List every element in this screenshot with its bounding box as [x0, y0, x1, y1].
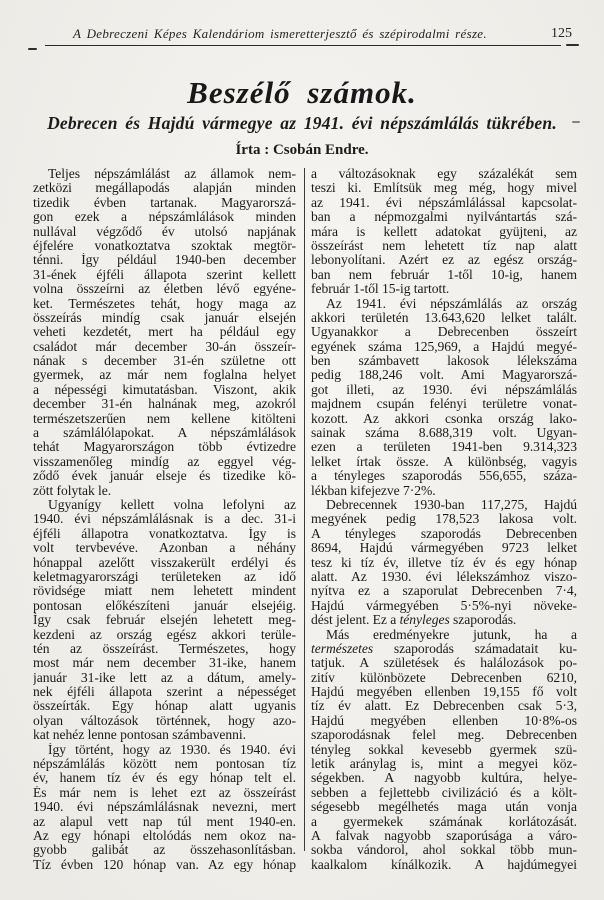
text-line: Tíz évben 120 hónap van. Az egy hónap — [33, 857, 296, 872]
text-line: alatt. Az 1930. évi lélekszámhoz viszo- — [311, 569, 577, 584]
text-line: kaalkalom kínálkozik. A hajdúmegyei — [311, 857, 577, 872]
text-line: zitív különbözete Debrecenben 6210, — [311, 670, 577, 685]
paragraph — [311, 628, 577, 873]
text-line: kezdeni az ország egész akkori terüle- — [33, 627, 296, 642]
text-line: szaporodásnak felel meg. Debrecenben — [311, 728, 577, 743]
text-line: tatjuk. A születések és halálozások po- — [311, 656, 577, 671]
text-line: gyobb galibát az összehasonlításban. — [33, 843, 296, 858]
article-title: Beszélő számok. — [187, 75, 417, 110]
text-line: lékban kifejezve 7·2%. — [311, 483, 436, 498]
text-line: visszamenőleg mindíg az eggyel vég- — [33, 454, 296, 469]
scan-mark-right — [566, 44, 579, 46]
text-line: ket. Természetes tehát, hogy maga az — [33, 296, 296, 311]
text-line: dést jelent. Ez a tényleges szaporodás. — [311, 613, 517, 628]
text-line: 8694, Hajdú vármegyében 9723 lelket — [311, 541, 577, 556]
text-line: a népességi kimutatásban. Viszont, akik — [33, 382, 296, 397]
running-header — [0, 26, 604, 44]
text-line: nullával végződő év utolsó napjának — [33, 224, 296, 239]
text-line: kozott. Az akkori csonka ország lako- — [311, 411, 577, 426]
text-line: Hajdú megyében ellenben 10·8%-os — [311, 713, 577, 728]
text-line: veheti kezdetét, mert ha például egy — [33, 325, 296, 340]
text-line: összeírás mindíg csak január elsején — [33, 310, 296, 325]
text-line: zetközi megállapodás alapján minden — [33, 181, 296, 196]
text-line: természetszerűen nem kellene kitölteni — [33, 411, 296, 426]
text-line: Teljes népszámlálást az államok nem- — [48, 167, 296, 181]
paragraph — [311, 498, 577, 628]
text-line: zött folytak le. — [33, 483, 112, 498]
text-line: a változásoknak egy százalékát sem — [311, 167, 577, 181]
text-line: összeírást nem lehetett tíz nap alatt — [311, 238, 577, 253]
text-line: megyének pedig 178,523 lakosa volt. — [311, 512, 577, 527]
text-line: ségesebb megélhetés maga után vonja — [311, 800, 577, 815]
text-line: sebben a fejlettebb civilizáció és a költ- — [311, 785, 577, 800]
text-line: ban nem február 1-től 10-ig, hanem — [311, 267, 577, 282]
text-line: ben számbavett lakosok lélekszáma — [311, 354, 577, 369]
text-line: az alapul vett nap túl ment 1940-en. — [33, 814, 296, 829]
text-line: Ugyanakkor a Debrecenben összeírt — [311, 325, 577, 340]
text-line: pontosan előkészíteni január elsejéig. — [33, 598, 296, 613]
text-line: éjféli állapotra vonatkoztatva. Így is — [33, 526, 296, 541]
text-line: az 1941. évi népszámlálással kapcsolat- — [311, 195, 577, 210]
text-line: Hajdú megyében ellenben 19,155 fő volt — [311, 685, 577, 700]
text-line: ségekben. A nagyobb kultúra, helye- — [311, 771, 577, 786]
text-line: ténni. Így például 1940-ben december — [33, 253, 296, 268]
text-line: Hajdú vármegyében 5·5%-nyi növeke- — [311, 598, 577, 613]
text-line: február 1-től 15-ig tartott. — [311, 282, 450, 297]
text-line: olyan változások történnek, hogy azo- — [33, 713, 296, 728]
text-line: A tényleges szaporodás Debrecenben — [311, 526, 577, 541]
text-line: És már nem is lehet ezt az összeírást — [33, 785, 296, 800]
text-line: összeírták. Egy hónap alatt ugyanis — [33, 699, 296, 714]
text-line: lelket írtak össze. A különbség, vagyis — [311, 454, 577, 469]
text-line: ban a népmozgalmi nyilvántartás szá- — [311, 210, 577, 225]
text-line: ződő évek január elseje és tizedike kö- — [33, 469, 296, 484]
header-rule — [45, 45, 561, 46]
text-line: volna összeírni az életben lévő egyéne- — [33, 282, 296, 297]
text-line: a gyermekek számának korlátozását. — [311, 814, 577, 829]
text-line: mára is kellett adatokat gyüjteni, az — [311, 224, 577, 239]
text-line: nyítva ez a szaporulat Debrecenben 7·4, — [311, 584, 577, 599]
text-line: ezen a területen 1941-ben 9.314,323 — [311, 440, 577, 455]
text-line: gon ezek a népszámlálások minden — [33, 210, 296, 225]
text-line: a tényleges szaporodás 556,655, száza- — [311, 469, 577, 484]
text-line: A falvak nagyobb szaporúsága a váro- — [311, 828, 577, 843]
paragraph — [33, 167, 296, 498]
text-line: december 31-én halnának meg, azokról — [33, 397, 296, 412]
article-body — [33, 167, 577, 877]
text-line: családot már december 30-án összeír- — [33, 339, 296, 354]
text-line: természetes szaporodás számadatait ku- — [311, 641, 577, 656]
text-line: 1940. évi népszámlálásnak nevezni, mert — [33, 800, 296, 815]
text-line: letik aránylag is, mint a megyei köz- — [311, 757, 577, 772]
text-line: tizedik évben tartanak. Magyarorszá- — [33, 195, 296, 210]
text-line: lebonyolítani. Azért ez az egész ország- — [311, 253, 577, 268]
paragraph — [311, 167, 577, 297]
text-line: 31-ének éjféli állapota szerint kellett — [33, 267, 296, 282]
text-line: egyének száma 125,969, a Hajdú megyé- — [311, 339, 577, 354]
column-right — [311, 167, 577, 877]
paragraph — [311, 297, 577, 498]
text-line: rövidsége miatt nem lehetett mindent — [33, 584, 296, 599]
text-line: Az egy hónapi eltolódás nem okoz na- — [33, 828, 296, 843]
text-line: sokba vándorol, ahol sokkal több mun- — [311, 843, 577, 858]
text-line: majdnem csupán felényi területre vonat- — [311, 397, 577, 412]
text-line: éjfelére vonatkoztatva szoktak megtör- — [33, 238, 296, 253]
text-line: tehát Magyarországon több évtizedre — [33, 440, 296, 455]
text-line: tényleg sokkal kevesebb gyermek szü- — [311, 742, 577, 757]
paragraph — [33, 498, 296, 743]
page-number: 125 — [551, 26, 572, 41]
text-line: keletmagyarországi területeken az idő — [33, 569, 296, 584]
text-line: népszámlálás között nem pontosan tíz — [33, 757, 296, 772]
text-line: Így csak február elsején lehetett meg- — [33, 613, 296, 628]
text-line: január 31-ike lett az a dátum, amely- — [33, 670, 296, 685]
text-line: nának s december 31-én születne ott — [33, 354, 296, 369]
text-line: tén az összeírást. Természetes, hogy — [33, 641, 296, 656]
scan-mark-left — [28, 48, 37, 50]
text-line: most már nem december 31-ike, hanem — [33, 656, 296, 671]
text-line: Így történt, hogy az 1930. és 1940. évi — [48, 742, 296, 757]
paragraph — [33, 743, 296, 873]
text-line: Ugyanígy kellett volna lefolyni az — [48, 497, 296, 512]
running-title: A Debreczeni Képes Kalendáriom ismeretterjesztő és szépirodalmi része. — [73, 26, 487, 41]
article-subtitle: Debrecen és Hajdú vármegye az 1941. évi népszámlálás tükrében. — [47, 113, 557, 133]
text-line: Más eredményekre jutunk, ha a — [326, 627, 577, 642]
text-line: 1940. évi népszámlálásnak is a dec. 31-i — [33, 512, 296, 527]
text-line: pedig 188,246 volt. Ami Magyarorszá- — [311, 368, 577, 383]
text-line: got illeti, az 1930. évi népszámlálás — [311, 382, 577, 397]
text-line: gyermek, az már nem foglalna helyet — [33, 368, 296, 383]
text-line: Az 1941. évi népszámlálás az ország — [326, 296, 577, 311]
text-line: teszi ki. Említsük meg még, hogy mivel — [311, 181, 577, 196]
text-line: hónappal azelőtt visszakerült erdélyi és — [33, 555, 296, 570]
text-line: sainak száma 8.688,319 volt. Ugyan- — [311, 426, 577, 441]
article-byline: Írta : Csobán Endre. — [235, 142, 369, 158]
text-line: akkori területén 13.643,620 lelket talált. — [311, 310, 577, 325]
text-line: volt tervbevéve. Azonban a néhány — [33, 541, 296, 556]
column-divider-rule — [304, 168, 305, 851]
text-line: Debrecennek 1930-ban 117,275, Hajdú — [326, 497, 577, 512]
text-line: a számlálólapokat. A népszámlálások — [33, 426, 296, 441]
text-line: nek éjféli állapota szerint a népességet — [33, 685, 296, 700]
text-line: tesz ki tíz év, illetve tíz év és egy hónap — [311, 555, 577, 570]
text-line: kat nehéz lenne pontosan számbavenni. — [33, 728, 246, 743]
column-left — [33, 167, 296, 877]
text-line: tíz év alatt. Ez Debrecenben csak 5·3, — [311, 699, 577, 714]
text-line: év, hanem tíz év és egy hónap telt el. — [33, 771, 296, 786]
